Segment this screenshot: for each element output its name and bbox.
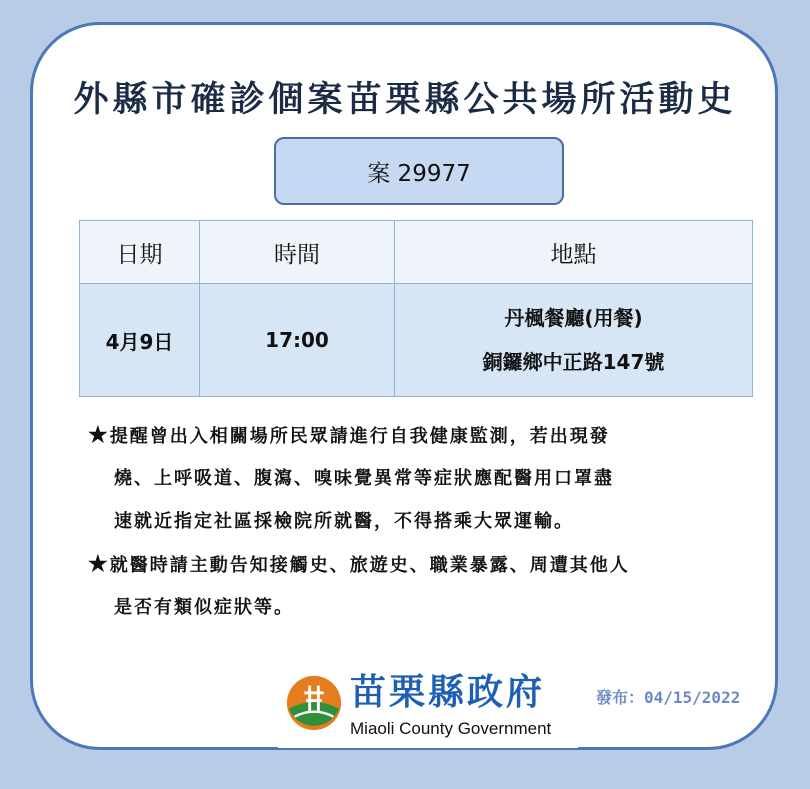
note-2-text-1: 就醫時請主動告知接觸史、旅遊史、職業暴露、周遭其他人 bbox=[109, 555, 630, 576]
star-icon: ★ bbox=[88, 422, 110, 448]
star-icon: ★ bbox=[88, 551, 110, 577]
note-1-text-1: 提醒曾出入相關場所民眾請進行自我健康監測，若出現發 bbox=[109, 426, 610, 447]
header-date: 日期 bbox=[80, 221, 200, 284]
gov-name-en: Miaoli County Government bbox=[350, 719, 552, 738]
note-2-line-2: 是否有類似症狀等。 bbox=[114, 597, 294, 618]
cell-location bbox=[395, 284, 753, 397]
cell-date: 4月9日 bbox=[80, 284, 200, 397]
note-1-line-3: 速就近指定社區採檢院所就醫，不得搭乘大眾運輸。 bbox=[114, 511, 574, 532]
page-title: 外縣市確診個案苗栗縣公共場所活動史 bbox=[73, 79, 737, 120]
location-name: 丹楓餐廳(用餐) bbox=[504, 306, 643, 330]
note-1-line-2: 燒、上呼吸道、腹瀉、嗅味覺異常等症狀應配醫用口罩盡 bbox=[114, 468, 614, 489]
case-number-badge: 案 29977 bbox=[274, 137, 564, 205]
publish-date: 發布：04/15/2022 bbox=[596, 688, 741, 707]
table-header-row bbox=[80, 221, 753, 284]
location-address: 銅鑼鄉中正路147號 bbox=[482, 350, 665, 374]
cell-time: 17:00 bbox=[200, 284, 395, 397]
gov-name-zh: 苗栗縣政府 bbox=[350, 671, 546, 713]
header-location: 地點 bbox=[395, 221, 753, 284]
note-1-line-1 bbox=[88, 414, 768, 457]
note-2-line-1 bbox=[88, 543, 768, 586]
header-time: 時間 bbox=[200, 221, 395, 284]
table-row bbox=[80, 284, 753, 397]
notes-section bbox=[88, 414, 768, 629]
miaoli-county-emblem-icon bbox=[285, 674, 343, 732]
activity-table bbox=[79, 220, 753, 397]
